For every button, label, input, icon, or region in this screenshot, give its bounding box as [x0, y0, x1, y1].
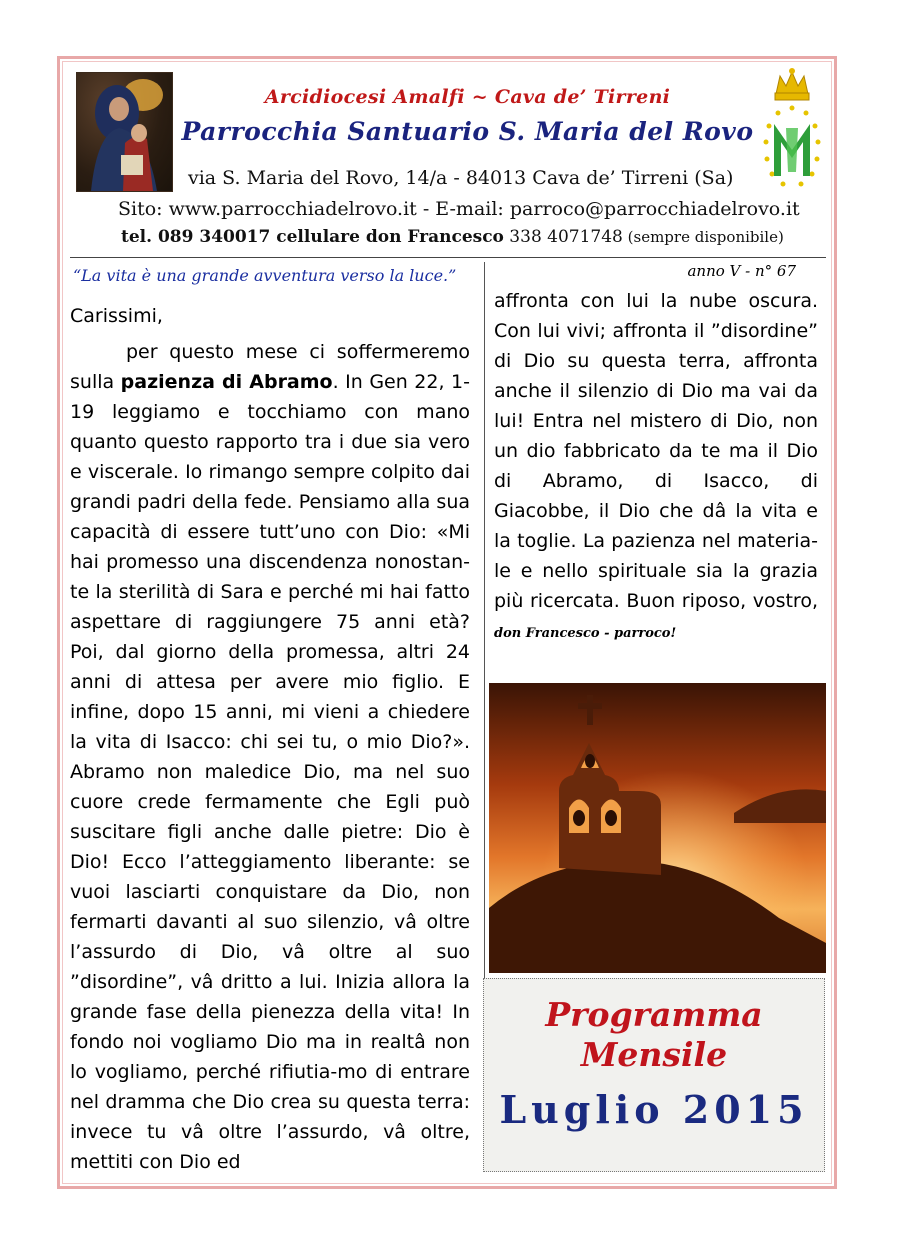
phone-mobile: 338 4071748: [503, 227, 623, 247]
program-box: [483, 978, 825, 1172]
phone-main: tel. 089 340017 cellulare don Francesco: [121, 227, 504, 247]
issue-number: anno V - n° 67: [687, 262, 796, 280]
program-title-line1: Programma: [545, 995, 763, 1034]
letter-p1-bold: pazienza di Abramo: [120, 371, 333, 393]
letter-left-column: [70, 266, 470, 1177]
contact-web-email: Sito: www.parrocchiadelrovo.it - E-mail: parroco@parrocchiadelrovo.it: [118, 198, 800, 220]
letter-p1-start: per questo mese ci soffermeremo sulla: [70, 341, 470, 393]
letter-right-column: [494, 262, 818, 649]
program-month: Luglio 2015: [499, 1087, 809, 1132]
diocese-title: Arcidiocesi Amalfi ~ Cava de’ Tirreni: [264, 86, 671, 108]
greeting: Carissimi,: [70, 305, 163, 327]
parish-address: via S. Maria del Rovo, 14/a - 84013 Cava de’ Tirreni (Sa): [188, 167, 734, 189]
program-title-line2: Mensile: [580, 1035, 728, 1074]
madonna-image: [76, 72, 173, 192]
header-divider: [70, 257, 826, 258]
marian-logo: [762, 66, 822, 194]
letter-right-text: affronta con lui la nube oscura. Con lui vivi; affronta il ”disordine” di Dio su questa terra, affronta anche il silenzio di Dio ma vai da lui! Entra nel mistero di Dio, non un dio fabbricato da te ma il Dio di Abramo, di Isacco, di Giacobbe, il Dio che dâ la vita e la toglie. La pazienza nel materia-le e nello spirituale sia la grazia più ricercata. Buon riposo, vostro,: [494, 290, 818, 612]
signature: don Francesco - parroco!: [494, 626, 677, 641]
letter-body-left: [70, 337, 470, 1177]
contact-phone: [121, 227, 784, 247]
bell-tower-photo: [489, 683, 826, 973]
parish-title: Parrocchia Santuario S. Maria del Rovo: [181, 117, 754, 146]
motto: “La vita è una grande avventura verso la luce.”: [73, 266, 457, 285]
letter-p1-rest: . In Gen 22, 1-19 leggiamo e tocchiamo con mano quanto questo rapporto tra i due sia vero e viscerale. Io rimango sempre colpito dai grandi padri della fede. Pensiamo alla sua capacità di essere tutt’uno con Dio: «Mi hai promesso una discendenza nonostan-te la sterilità di Sara e perché mi hai fatto aspettare di raggiungere 75 anni età? Poi, dal giorno della promessa, altri 24 anni di attesa per avere mio figlio. E infine, dopo 15 anni, mi vieni a chiedere la vita di Isacco: chi sei tu, o mio Dio?». Abramo non maledice Dio, ma nel suo cuore crede fermamente che Egli può suscitare figli anche dalle pietre: Dio è Dio! Ecco l’atteggiamento liberante: se vuoi lasciarti conquistare da Dio, non fermarti davanti al suo silenzio, vâ oltre l’assurdo di Dio, vâ oltre al suo ”disordine”, vâ dritto a lui. Inizia allora la grande fase della pienezza della vita! In fondo noi vogliamo Dio ma in realtâ non lo vogliamo, perché rifiutia-mo di entrare nel dramma che Dio crea su questa terra: invece tu vâ oltre l’assurdo, vâ oltre, mettiti con Dio ed: [70, 371, 470, 1173]
letter-body-right: [494, 286, 818, 649]
phone-note: (sempre disponibile): [622, 228, 784, 246]
